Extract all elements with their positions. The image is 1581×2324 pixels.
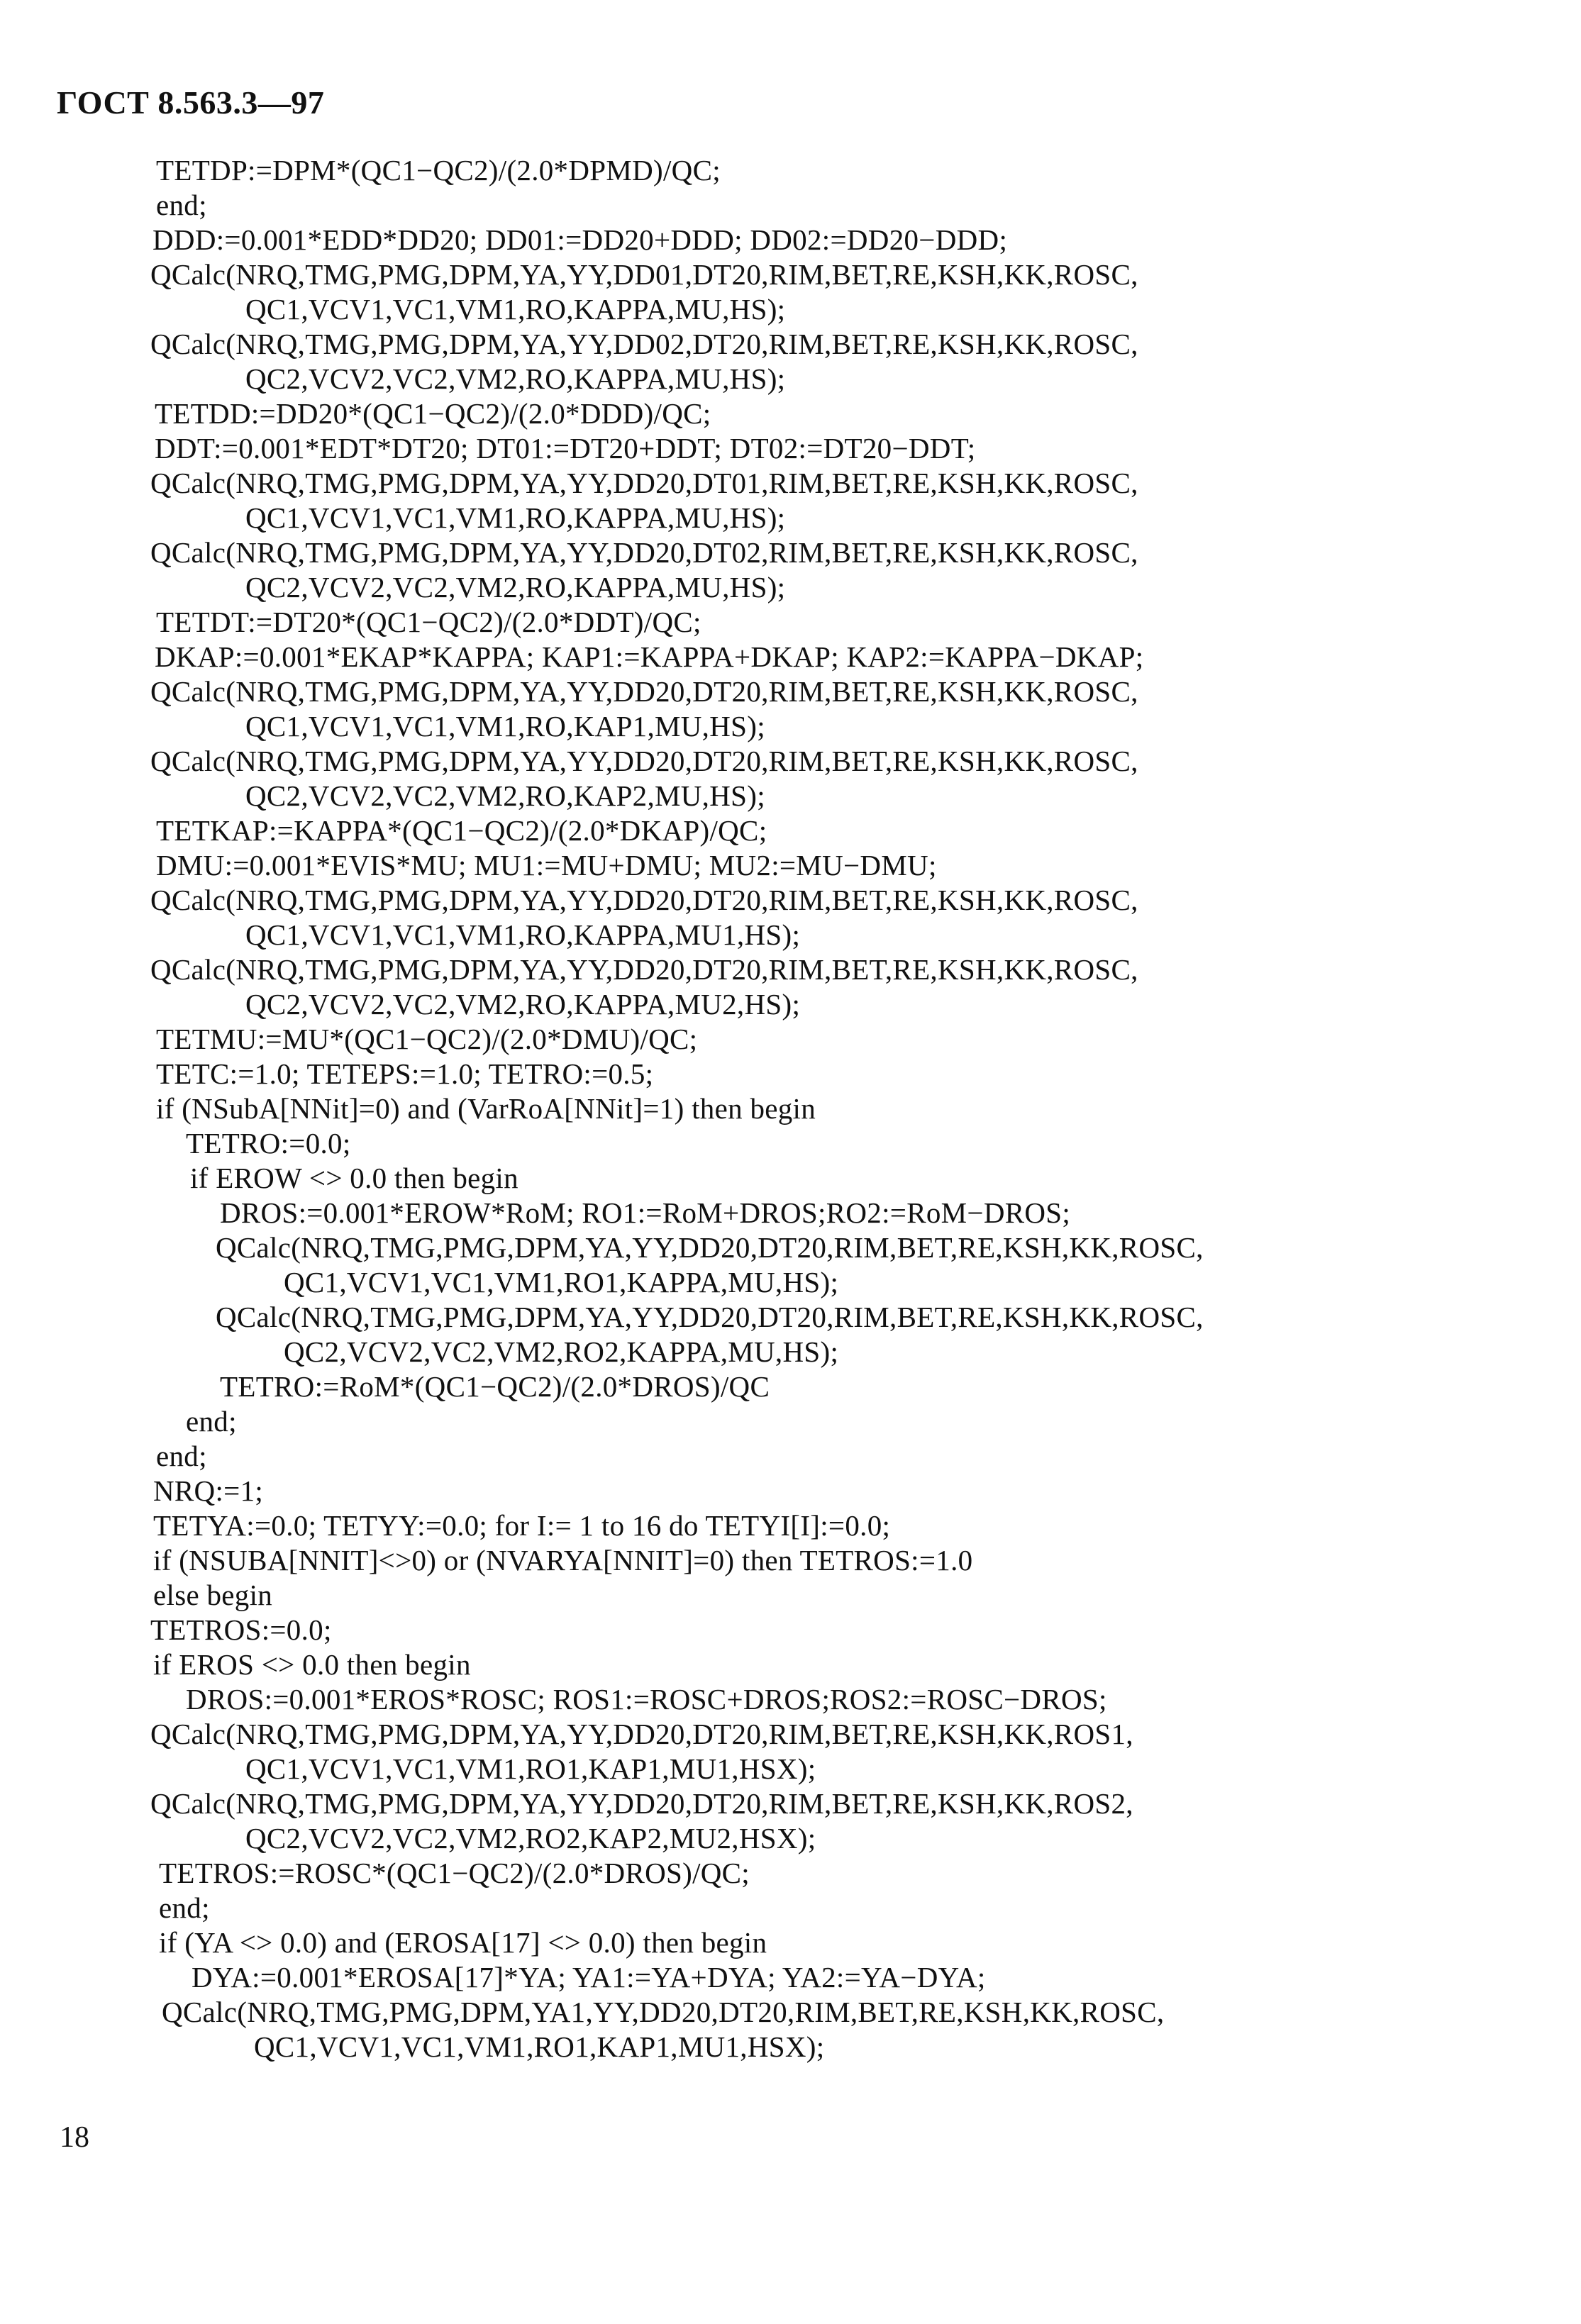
code-line: TETRO:=RoM*(QC1−QC2)/(2.0*DROS)/QC bbox=[220, 1370, 770, 1403]
code-line: QC2,VCV2,VC2,VM2,RO2,KAPPA,MU,HS); bbox=[284, 1335, 839, 1368]
code-line: end; bbox=[159, 1891, 210, 1924]
code-line: if (NSUBA[NNIT]<>0) or (NVARYA[NNIT]=0) then TETROS:=1.0 bbox=[153, 1544, 973, 1577]
code-line: end; bbox=[186, 1405, 237, 1438]
code-line: QCalc(NRQ,TMG,PMG,DPM,YA,YY,DD20,DT20,RIM,BET,RE,KSH,KK,ROSC, bbox=[216, 1231, 1204, 1264]
code-line: DDT:=0.001*EDT*DT20; DT01:=DT20+DDT; DT02:=DT20−DDT; bbox=[155, 432, 976, 465]
code-line: TETDP:=DPM*(QC1−QC2)/(2.0*DPMD)/QC; bbox=[156, 154, 721, 187]
document-header: ГОСТ 8.563.3—97 bbox=[57, 84, 325, 121]
code-line: end; bbox=[156, 1440, 207, 1472]
code-line: TETRO:=0.0; bbox=[186, 1127, 351, 1160]
code-line: QC2,VCV2,VC2,VM2,RO,KAP2,MU,HS); bbox=[245, 779, 765, 812]
code-line: DROS:=0.001*EROW*RoM; RO1:=RoM+DROS;RO2:=RoM−DROS; bbox=[220, 1196, 1071, 1229]
code-line: QC2,VCV2,VC2,VM2,RO,KAPPA,MU,HS); bbox=[245, 362, 786, 395]
code-line: TETDT:=DT20*(QC1−QC2)/(2.0*DDT)/QC; bbox=[156, 606, 701, 638]
code-line: QCalc(NRQ,TMG,PMG,DPM,YA1,YY,DD20,DT20,RIM,BET,RE,KSH,KK,ROSC, bbox=[162, 1996, 1165, 2028]
code-line: TETDD:=DD20*(QC1−QC2)/(2.0*DDD)/QC; bbox=[155, 397, 711, 430]
code-line: TETYA:=0.0; TETYY:=0.0; for I:= 1 to 16 do TETYI[I]:=0.0; bbox=[153, 1509, 891, 1542]
code-line: TETROS:=ROSC*(QC1−QC2)/(2.0*DROS)/QC; bbox=[159, 1857, 750, 1889]
code-line: end; bbox=[156, 189, 207, 221]
code-line: QCalc(NRQ,TMG,PMG,DPM,YA,YY,DD20,DT20,RIM,BET,RE,KSH,KK,ROSC, bbox=[150, 745, 1138, 777]
code-line: QC1,VCV1,VC1,VM1,RO1,KAPPA,MU,HS); bbox=[284, 1266, 839, 1299]
code-line: TETKAP:=KAPPA*(QC1−QC2)/(2.0*DKAP)/QC; bbox=[156, 814, 767, 847]
code-line: TETROS:=0.0; bbox=[150, 1613, 332, 1646]
code-line: QC1,VCV1,VC1,VM1,RO,KAPPA,MU,HS); bbox=[245, 501, 786, 534]
code-line: QCalc(NRQ,TMG,PMG,DPM,YA,YY,DD20,DT20,RIM,BET,RE,KSH,KK,ROSC, bbox=[216, 1301, 1204, 1333]
code-line: DKAP:=0.001*EKAP*KAPPA; KAP1:=KAPPA+DKAP; KAP2:=KAPPA−DKAP; bbox=[155, 640, 1144, 673]
code-line: DDD:=0.001*EDD*DD20; DD01:=DD20+DDD; DD02:=DD20−DDD; bbox=[152, 223, 1008, 256]
code-line: QC1,VCV1,VC1,VM1,RO,KAP1,MU,HS); bbox=[245, 710, 765, 743]
page-number: 18 bbox=[60, 2121, 89, 2154]
code-line: QCalc(NRQ,TMG,PMG,DPM,YA,YY,DD02,DT20,RIM,BET,RE,KSH,KK,ROSC, bbox=[150, 328, 1138, 360]
code-line: if EROW <> 0.0 then begin bbox=[190, 1162, 518, 1194]
code-line: QCalc(NRQ,TMG,PMG,DPM,YA,YY,DD01,DT20,RIM,BET,RE,KSH,KK,ROSC, bbox=[150, 258, 1138, 291]
code-line: QCalc(NRQ,TMG,PMG,DPM,YA,YY,DD20,DT20,RIM,BET,RE,KSH,KK,ROS1, bbox=[150, 1718, 1133, 1750]
code-line: QCalc(NRQ,TMG,PMG,DPM,YA,YY,DD20,DT01,RIM,BET,RE,KSH,KK,ROSC, bbox=[150, 467, 1138, 499]
code-line: QC1,VCV1,VC1,VM1,RO1,KAP1,MU1,HSX); bbox=[254, 2030, 825, 2063]
code-line: QC1,VCV1,VC1,VM1,RO,KAPPA,MU1,HS); bbox=[245, 918, 801, 951]
code-line: DROS:=0.001*EROS*ROSC; ROS1:=ROSC+DROS;ROS2:=ROSC−DROS; bbox=[186, 1683, 1107, 1716]
code-line: QCalc(NRQ,TMG,PMG,DPM,YA,YY,DD20,DT20,RIM,BET,RE,KSH,KK,ROS2, bbox=[150, 1787, 1133, 1820]
code-line: DYA:=0.001*EROSA[17]*YA; YA1:=YA+DYA; YA2:=YA−DYA; bbox=[192, 1961, 986, 1994]
code-line: QCalc(NRQ,TMG,PMG,DPM,YA,YY,DD20,DT20,RIM,BET,RE,KSH,KK,ROSC, bbox=[150, 884, 1138, 916]
code-line: NRQ:=1; bbox=[153, 1474, 264, 1507]
code-line: if (NSubA[NNit]=0) and (VarRoA[NNit]=1) then begin bbox=[156, 1092, 816, 1125]
code-line: if EROS <> 0.0 then begin bbox=[153, 1648, 471, 1681]
code-line: QC1,VCV1,VC1,VM1,RO,KAPPA,MU,HS); bbox=[245, 293, 786, 326]
code-line: if (YA <> 0.0) and (EROSA[17] <> 0.0) then begin bbox=[159, 1926, 767, 1959]
code-line: TETC:=1.0; TETEPS:=1.0; TETRO:=0.5; bbox=[156, 1057, 654, 1090]
code-line: TETMU:=MU*(QC1−QC2)/(2.0*DMU)/QC; bbox=[156, 1023, 698, 1055]
code-line: QCalc(NRQ,TMG,PMG,DPM,YA,YY,DD20,DT20,RIM,BET,RE,KSH,KK,ROSC, bbox=[150, 675, 1138, 708]
code-line: else begin bbox=[153, 1579, 273, 1611]
code-line: QCalc(NRQ,TMG,PMG,DPM,YA,YY,DD20,DT20,RIM,BET,RE,KSH,KK,ROSC, bbox=[150, 953, 1138, 986]
code-line: QC2,VCV2,VC2,VM2,RO2,KAP2,MU2,HSX); bbox=[245, 1822, 816, 1855]
code-line: QC2,VCV2,VC2,VM2,RO,KAPPA,MU2,HS); bbox=[245, 988, 801, 1021]
code-line: QC1,VCV1,VC1,VM1,RO1,KAP1,MU1,HSX); bbox=[245, 1752, 816, 1785]
code-line: DMU:=0.001*EVIS*MU; MU1:=MU+DMU; MU2:=MU−DMU; bbox=[156, 849, 937, 882]
code-line: QCalc(NRQ,TMG,PMG,DPM,YA,YY,DD20,DT02,RIM,BET,RE,KSH,KK,ROSC, bbox=[150, 536, 1138, 569]
code-line: QC2,VCV2,VC2,VM2,RO,KAPPA,MU,HS); bbox=[245, 571, 786, 604]
